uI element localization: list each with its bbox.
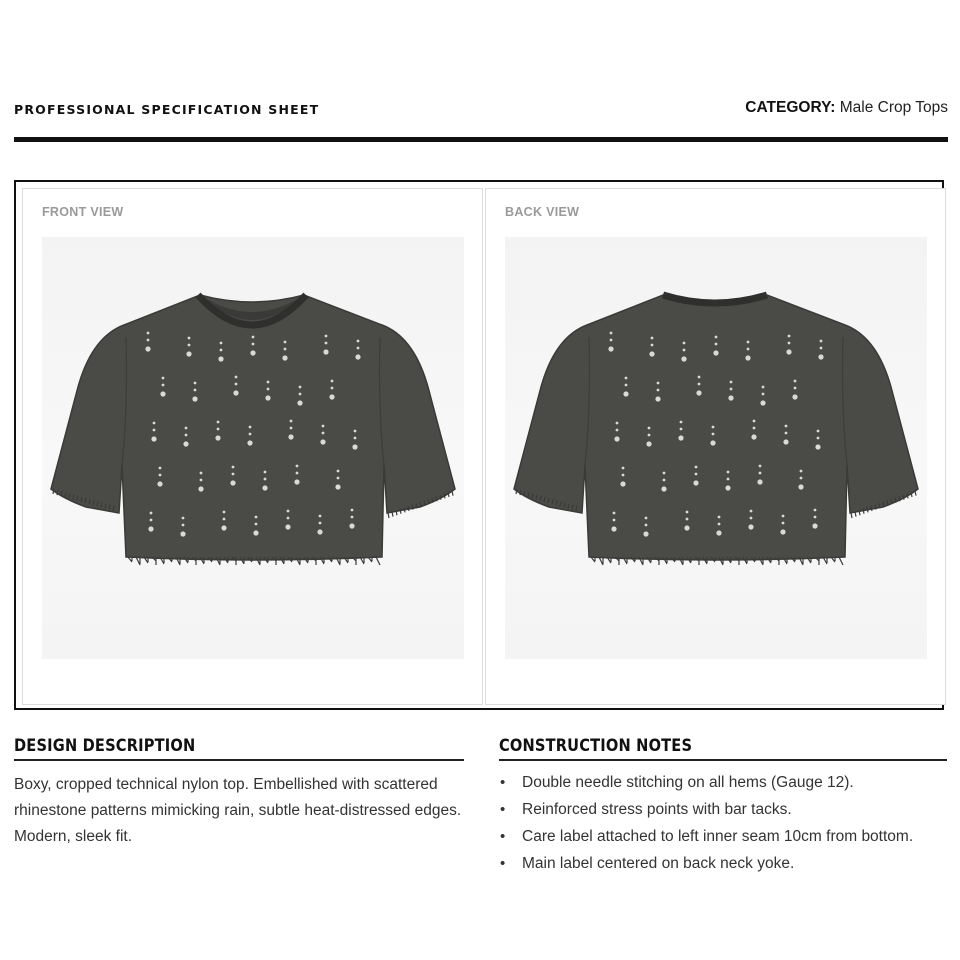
rhinestone-dot [712, 426, 715, 429]
rhinestone-stone [611, 526, 616, 531]
construction-note-item [499, 796, 949, 823]
rhinestone-stone [751, 434, 756, 439]
rhinestone-stone [335, 484, 340, 489]
rhinestone-dot [337, 470, 340, 473]
bullet-icon: • [500, 855, 506, 872]
rhinestone-dot [223, 518, 226, 521]
rhinestone-stone [157, 481, 162, 486]
construction-note-text: Care label attached to left inner seam 10cm from bottom. [522, 828, 914, 845]
rhinestone-dot [648, 427, 651, 430]
rhinestone-dot [249, 426, 252, 429]
rhinestone-dot [299, 393, 302, 396]
rhinestone-stone [329, 394, 334, 399]
category-line [745, 99, 948, 117]
rhinestone-stone [760, 400, 765, 405]
rhinestone-stone [812, 523, 817, 528]
rhinestone-stone [151, 436, 156, 441]
rhinestone-dot [622, 474, 625, 477]
rhinestone-dot [159, 474, 162, 477]
rhinestone-dot [252, 343, 255, 346]
rhinestone-stone [265, 395, 270, 400]
rhinestone-dot [794, 380, 797, 383]
rhinestone-dot [147, 339, 150, 342]
construction-note-text: Double needle stitching on all hems (Gauge 12). [522, 774, 854, 791]
rhinestone-stone [780, 529, 785, 534]
rhinestone-stone [678, 435, 683, 440]
rhinestone-stone [815, 444, 820, 449]
rhinestone-dot [267, 381, 270, 384]
rhinestone-stone [608, 346, 613, 351]
rhinestone-stone [148, 526, 153, 531]
rhinestone-dot [794, 387, 797, 390]
rhinestone-dot [150, 512, 153, 515]
rhinestone-dot [162, 377, 165, 380]
rhinestone-dot [287, 510, 290, 513]
construction-notes-list [499, 769, 949, 877]
rhinestone-dot [814, 509, 817, 512]
rhinestone-dot [252, 336, 255, 339]
rhinestone-dot [680, 421, 683, 424]
rhinestone-dot [610, 339, 613, 342]
rhinestone-dot [753, 420, 756, 423]
rhinestone-dot [264, 471, 267, 474]
rhinestone-dot [325, 342, 328, 345]
rhinestone-stone [145, 346, 150, 351]
rhinestone-dot [235, 383, 238, 386]
construction-note-item [499, 823, 949, 850]
rhinestone-stone [646, 441, 651, 446]
rhinestone-dot [616, 422, 619, 425]
rhinestone-dot [730, 381, 733, 384]
rhinestone-stone [655, 396, 660, 401]
rhinestone-dot [616, 429, 619, 432]
rhinestone-stone [323, 349, 328, 354]
rhinestone-dot [296, 465, 299, 468]
rhinestone-stone [282, 355, 287, 360]
rhinestone-dot [663, 479, 666, 482]
rhinestone-stone [262, 485, 267, 490]
rhinestone-dot [357, 340, 360, 343]
rhinestone-dot [715, 343, 718, 346]
rhinestone-dot [695, 473, 698, 476]
rhinestone-stone [320, 439, 325, 444]
rhinestone-stone [757, 479, 762, 484]
category-label: CATEGORY: [745, 99, 836, 116]
rhinestone-stone [349, 523, 354, 528]
rhinestone-dot [235, 376, 238, 379]
rhinestone-dot [651, 344, 654, 347]
rhinestone-dot [194, 389, 197, 392]
rhinestone-dot [750, 510, 753, 513]
rhinestone-dot [759, 465, 762, 468]
back-view-panel [485, 188, 946, 705]
rhinestone-dot [147, 332, 150, 335]
rhinestone-dot [322, 425, 325, 428]
bullet-icon: • [500, 801, 506, 818]
rhinestone-dot [153, 422, 156, 425]
rhinestone-dot [645, 517, 648, 520]
rhinestone-dot [817, 430, 820, 433]
rhinestone-dot [800, 477, 803, 480]
rhinestone-stone [710, 440, 715, 445]
garment-body [514, 295, 918, 560]
rhinestone-stone [352, 444, 357, 449]
rhinestone-dot [220, 349, 223, 352]
front-view-image [42, 237, 464, 659]
rhinestone-dot [319, 515, 322, 518]
rhinestone-dot [727, 471, 730, 474]
rhinestone-stone [297, 400, 302, 405]
rhinestone-dot [284, 348, 287, 351]
rhinestone-stone [623, 391, 628, 396]
ribbed-collar [663, 295, 767, 303]
rhinestone-dot [785, 425, 788, 428]
rhinestone-dot [182, 517, 185, 520]
bullet-icon: • [500, 774, 506, 791]
rhinestone-dot [750, 517, 753, 520]
rhinestone-dot [785, 432, 788, 435]
rhinestone-dot [645, 524, 648, 527]
rhinestone-dot [610, 332, 613, 335]
rhinestone-stone [614, 436, 619, 441]
rhinestone-dot [625, 377, 628, 380]
rhinestone-dot [718, 516, 721, 519]
rhinestone-stone [294, 479, 299, 484]
rhinestone-dot [753, 427, 756, 430]
rhinestone-dot [220, 342, 223, 345]
back-view-image [505, 237, 927, 659]
rhinestone-stone [786, 349, 791, 354]
rhinestone-stone [247, 440, 252, 445]
rhinestone-dot [351, 509, 354, 512]
rhinestone-dot [747, 348, 750, 351]
rhinestone-stone [696, 390, 701, 395]
rhinestone-stone [728, 395, 733, 400]
front-garment-illustration [42, 237, 464, 659]
rhinestone-dot [747, 341, 750, 344]
rhinestone-dot [159, 467, 162, 470]
front-view-label: FRONT VIEW [42, 205, 124, 219]
rhinestone-dot [680, 428, 683, 431]
rhinestone-dot [648, 434, 651, 437]
construction-note-item [499, 850, 949, 877]
rhinestone-stone [180, 531, 185, 536]
rhinestone-stone [253, 530, 258, 535]
rhinestone-stone [160, 391, 165, 396]
rhinestone-dot [217, 428, 220, 431]
rhinestone-dot [762, 393, 765, 396]
rhinestone-dot [267, 388, 270, 391]
rhinestone-dot [200, 472, 203, 475]
rhinestone-dot [200, 479, 203, 482]
rhinestone-dot [354, 437, 357, 440]
sheet-header [14, 96, 948, 126]
rhinestone-dot [762, 386, 765, 389]
rhinestone-dot [217, 421, 220, 424]
rhinestone-dot [698, 383, 701, 386]
rhinestone-dot [284, 341, 287, 344]
category-value: Male Crop Tops [839, 99, 948, 116]
back-view-label: BACK VIEW [505, 205, 580, 219]
rhinestone-stone [620, 481, 625, 486]
rhinestone-dot [255, 523, 258, 526]
construction-note-text: Reinforced stress points with bar tacks. [522, 801, 792, 818]
rhinestone-stone [233, 390, 238, 395]
rhinestone-stone [230, 480, 235, 485]
rhinestone-dot [255, 516, 258, 519]
rhinestone-dot [663, 472, 666, 475]
rhinestone-dot [249, 433, 252, 436]
rhinestone-stone [218, 356, 223, 361]
design-description-heading: DESIGN DESCRIPTION [14, 736, 196, 756]
bullet-icon: • [500, 828, 506, 845]
rhinestone-dot [331, 380, 334, 383]
rhinestone-dot [727, 478, 730, 481]
rhinestone-stone [183, 441, 188, 446]
document-title: PROFESSIONAL SPECIFICATION SHEET [14, 102, 320, 117]
rhinestone-dot [223, 511, 226, 514]
design-description-text: Boxy, cropped technical nylon top. Embellished with scattered rhinestone patterns mimicking rain, subtle heat-distressed edges. Modern, sleek fit. [14, 776, 462, 845]
rhinestone-dot [800, 470, 803, 473]
rhinestone-stone [783, 439, 788, 444]
rhinestone-stone [355, 354, 360, 359]
rhinestone-dot [683, 349, 686, 352]
rhinestone-dot [814, 516, 817, 519]
rhinestone-stone [693, 480, 698, 485]
rhinestone-dot [718, 523, 721, 526]
rhinestone-dot [820, 347, 823, 350]
back-garment-illustration [505, 237, 927, 659]
rhinestone-stone [818, 354, 823, 359]
rhinestone-stone [221, 525, 226, 530]
rhinestone-dot [712, 433, 715, 436]
rhinestone-stone [745, 355, 750, 360]
rhinestone-stone [285, 524, 290, 529]
rhinestone-dot [188, 344, 191, 347]
rhinestone-dot [194, 382, 197, 385]
rhinestone-stone [192, 396, 197, 401]
rhinestone-dot [188, 337, 191, 340]
rhinestone-stone [661, 486, 666, 491]
rhinestone-stone [713, 350, 718, 355]
rhinestone-dot [296, 472, 299, 475]
rhinestone-stone [792, 394, 797, 399]
construction-note-item [499, 769, 949, 796]
rhinestone-dot [162, 384, 165, 387]
rhinestone-dot [651, 337, 654, 340]
rhinestone-dot [150, 519, 153, 522]
rhinestone-stone [798, 484, 803, 489]
rhinestone-dot [695, 466, 698, 469]
rhinestone-stone [250, 350, 255, 355]
rhinestone-dot [264, 478, 267, 481]
rhinestone-dot [759, 472, 762, 475]
rhinestone-dot [715, 336, 718, 339]
rhinestone-dot [820, 340, 823, 343]
rhinestone-dot [622, 467, 625, 470]
rhinestone-dot [337, 477, 340, 480]
rhinestone-stone [748, 524, 753, 529]
rhinestone-stone [649, 351, 654, 356]
rhinestone-dot [290, 420, 293, 423]
rhinestone-dot [351, 516, 354, 519]
rhinestone-dot [290, 427, 293, 430]
rhinestone-dot [354, 430, 357, 433]
rhinestone-dot [613, 519, 616, 522]
rhinestone-stone [198, 486, 203, 491]
rhinestone-dot [730, 388, 733, 391]
rhinestone-dot [782, 522, 785, 525]
rhinestone-stone [684, 525, 689, 530]
rhinestone-dot [153, 429, 156, 432]
rhinestone-dot [232, 473, 235, 476]
garment-body [51, 295, 455, 560]
rhinestone-dot [686, 518, 689, 521]
construction-note-text: Main label centered on back neck yoke. [522, 855, 795, 872]
rhinestone-dot [625, 384, 628, 387]
rhinestone-dot [782, 515, 785, 518]
rhinestone-stone [186, 351, 191, 356]
views-frame [14, 180, 944, 710]
rhinestone-stone [725, 485, 730, 490]
rhinestone-stone [681, 356, 686, 361]
rhinestone-dot [325, 335, 328, 338]
rhinestone-dot [232, 466, 235, 469]
rhinestone-dot [613, 512, 616, 515]
rhinestone-dot [331, 387, 334, 390]
rhinestone-dot [683, 342, 686, 345]
rhinestone-stone [288, 434, 293, 439]
rhinestone-dot [657, 382, 660, 385]
construction-notes-heading: CONSTRUCTION NOTES [499, 736, 693, 756]
rhinestone-dot [657, 389, 660, 392]
rhinestone-dot [322, 432, 325, 435]
rhinestone-dot [686, 511, 689, 514]
rhinestone-dot [788, 342, 791, 345]
rhinestone-stone [215, 435, 220, 440]
rhinestone-dot [287, 517, 290, 520]
rhinestone-dot [698, 376, 701, 379]
rhinestone-dot [319, 522, 322, 525]
rhinestone-dot [299, 386, 302, 389]
header-rule [14, 137, 948, 142]
rhinestone-dot [182, 524, 185, 527]
rhinestone-dot [185, 427, 188, 430]
construction-notes-rule [499, 759, 947, 761]
rhinestone-stone [716, 530, 721, 535]
design-description-rule [14, 759, 464, 761]
front-view-panel [22, 188, 483, 705]
rhinestone-dot [817, 437, 820, 440]
rhinestone-dot [357, 347, 360, 350]
rhinestone-stone [317, 529, 322, 534]
rhinestone-dot [788, 335, 791, 338]
rhinestone-dot [185, 434, 188, 437]
rhinestone-stone [643, 531, 648, 536]
